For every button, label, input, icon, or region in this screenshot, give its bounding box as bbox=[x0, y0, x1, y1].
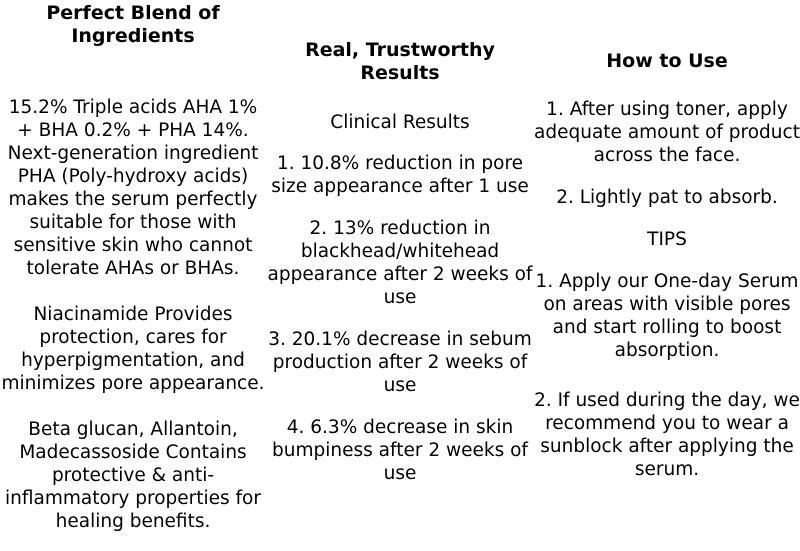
result-item: 4. 6.3% decrease in skin bumpiness after 2 weeks of use bbox=[272, 417, 528, 484]
results-heading: Real, Trustworthy Results bbox=[305, 39, 495, 84]
usage-step: 1. After using toner, apply adequate amount of product across the face. bbox=[534, 99, 800, 166]
clinical-results-subheading: Clinical Results bbox=[330, 112, 470, 133]
tip-item: 1. Apply our One-day Serum on areas with visible pores and start rolling to boost absorption. bbox=[535, 271, 799, 361]
ingredients-paragraph: Beta glucan, Allantoin, Madecassoside Contains protective & anti-inflammatory properties for healing benefits. bbox=[5, 419, 261, 532]
ingredients-heading: Perfect Blend of Ingredients bbox=[46, 2, 220, 47]
result-item: 3. 20.1% decrease in sebum production after 2 weeks of use bbox=[268, 329, 532, 396]
result-item: 1. 10.8% reduction in pore size appearance after 1 use bbox=[271, 153, 529, 197]
ingredients-paragraph: 15.2% Triple acids AHA 1% + BHA 0.2% + PHA 14%. Next-generation ingredient PHA (Poly-hydroxy acids) makes the serum perfectly suitable for those with sensitive skin who cannot tolerate AHAs or BHAs. bbox=[7, 97, 259, 279]
how-to-use-heading: How to Use bbox=[606, 50, 728, 72]
how-to-use-column bbox=[534, 0, 800, 481]
usage-step: 2. Lightly pat to absorb. bbox=[556, 187, 778, 208]
results-column bbox=[266, 0, 534, 485]
result-item: 2. 13% reduction in blackhead/whitehead appearance after 2 weeks of use bbox=[267, 218, 533, 308]
tip-item: 2. If used during the day, we recommend you to wear a sunblock after applying the serum. bbox=[534, 390, 800, 480]
ingredients-column bbox=[0, 0, 266, 533]
tips-heading: TIPS bbox=[647, 229, 687, 250]
ingredients-paragraph: Niacinamide Provides protection, cares for hyperpigmentation, and minimizes pore appearance. bbox=[1, 304, 265, 394]
